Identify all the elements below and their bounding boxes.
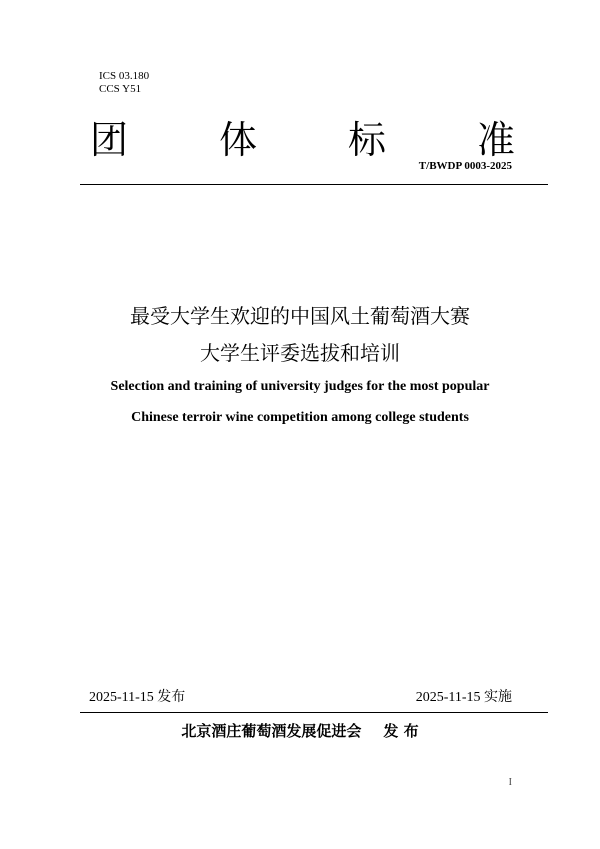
english-title-line-1: Selection and training of university judges for the most popular: [110, 379, 490, 394]
chinese-title-line-1: 最受大学生欢迎的中国风土葡萄酒大赛: [130, 304, 470, 328]
standard-type-char: 体: [218, 117, 257, 162]
english-title-line-2: Chinese terroir wine competition among college students: [131, 410, 469, 425]
ccs-code: CCS Y51: [99, 83, 142, 95]
header-divider: [80, 184, 548, 185]
chinese-title-line-2: 大学生评委选拔和培训: [200, 341, 400, 365]
publish-date: 2025-11-15 发布: [89, 690, 186, 705]
publisher-line: [0, 721, 600, 741]
implement-date: 2025-11-15 实施: [415, 690, 512, 705]
page-number: I: [508, 777, 512, 788]
publish-label: 发 布: [383, 722, 419, 740]
standard-type-heading: [90, 112, 515, 160]
ics-code: ICS 03.180: [99, 70, 150, 82]
standard-type-char: 准: [476, 117, 515, 162]
standard-number: T/BWDP 0003-2025: [418, 160, 512, 172]
footer-divider: [80, 712, 548, 713]
publisher-name: 北京酒庄葡萄酒发展促进会: [181, 722, 362, 740]
standard-type-char: 标: [347, 117, 386, 162]
standard-type-char: 团: [90, 117, 129, 162]
